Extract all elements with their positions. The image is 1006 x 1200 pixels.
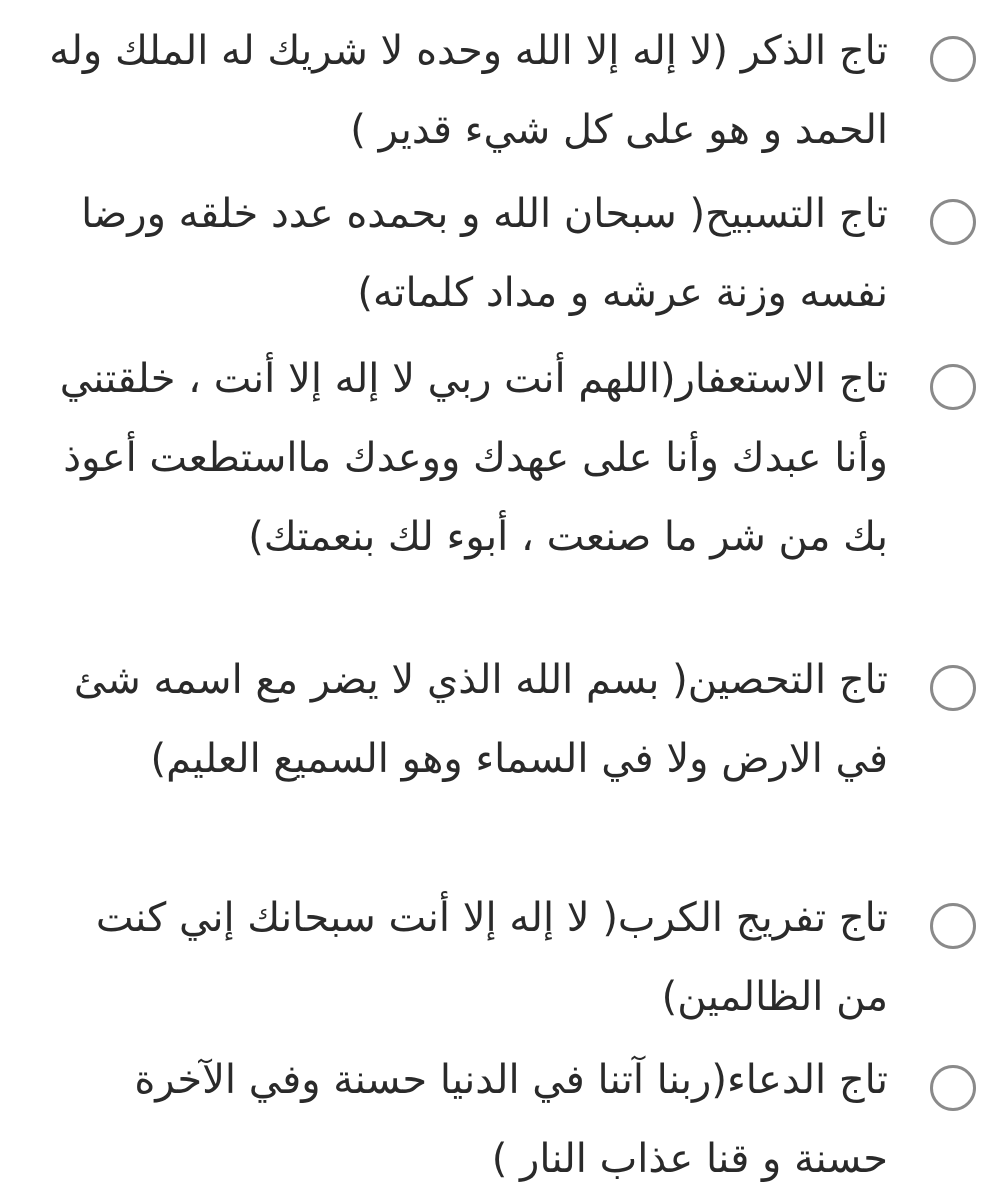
radio-button[interactable] bbox=[930, 665, 976, 711]
radio-option-label: تاج التحصين( بسم الله الذي لا يضر مع اسمه شئ في الارض ولا في السماء وهو السميع العليم) bbox=[73, 657, 888, 782]
radio-option-label: تاج الاستعفار(اللهم أنت ربي لا إله إلا أنت ، خلقتني وأنا عبدك وأنا على عهدك ووعدك مااستطعت أعوذ بك من شر ما صنعت ، أبوء لك بنعمتك) bbox=[59, 356, 888, 560]
radio-button[interactable] bbox=[930, 903, 976, 949]
radio-button[interactable] bbox=[930, 36, 976, 82]
radio-option-label: تاج الدعاء(ربنا آتنا في الدنيا حسنة وفي الآخرة حسنة و قنا عذاب النار ) bbox=[134, 1057, 888, 1182]
radio-option-label: تاج تفريج الكرب( لا إله إلا أنت سبحانك إني كنت من الظالمين) bbox=[95, 895, 888, 1020]
radio-button[interactable] bbox=[930, 364, 976, 410]
radio-option-label: تاج الذكر (لا إله إلا الله وحده لا شريك له الملك وله الحمد و هو على كل شيء قدير ) bbox=[49, 28, 888, 153]
radio-button[interactable] bbox=[930, 1065, 976, 1111]
radio-option-label: تاج التسبيح( سبحان الله و بحمده عدد خلقه ورضا نفسه وزنة عرشه و مداد كلماته) bbox=[81, 191, 888, 316]
radio-button[interactable] bbox=[930, 199, 976, 245]
